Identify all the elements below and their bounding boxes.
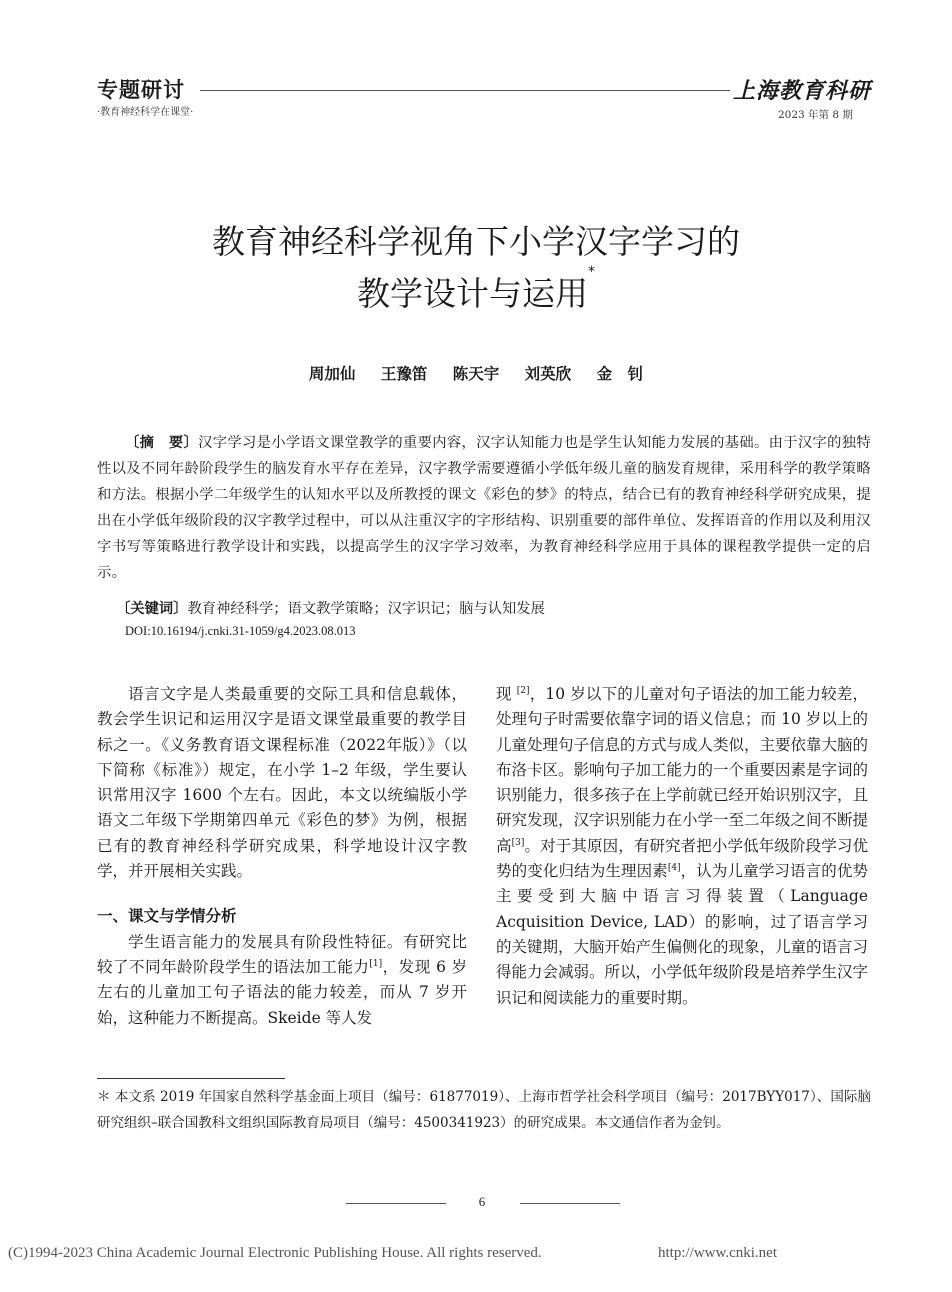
- copyright-text: (C)1994-2023 China Academic Journal Electronic Publishing House. All rights reserved.: [8, 1245, 542, 1261]
- body-text: ，发现 6 岁左右的儿童加工句子语法的能力较差，而从 7 岁开始，这种能力不断提高。Skeide 等人发: [97, 957, 467, 1027]
- article-title-line-1: 教育神经科学视角下小学汉字学习的: [212, 222, 740, 261]
- citation-ref: [3]: [511, 837, 525, 848]
- keywords-text: 教育神经科学；语文教学策略；汉字识记；脑与认知发展: [187, 601, 545, 617]
- body-text: 学生语言能力的发展具有阶段性特征。有研究比较了不同年龄阶段学生的语法加工能力: [97, 932, 467, 976]
- article-title-text: 教学设计与运用: [357, 274, 588, 313]
- abstract-text: 汉字学习是小学语文课堂教学的重要内容，汉字认知能力也是学生认知能力发展的基础。由于汉字的独特性以及不同年龄阶段学生的脑发育水平存在差异，汉字教学需要遵循小学低年级儿童的脑发育规律，采用科学的教学策略和方法。根据小学二年级学生的认知水平以及所教授的课文《彩色的梦》的特点，结合已有的教育神经科学研究成果，提出在小学低年级阶段的汉字教学过程中，可以从注重汉字的字形结构、识别重要的部件单位、发挥语音的作用以及利用汉字书写等策略进行教学设计和实践，以提高学生的汉字学习效率，为教育神经科学应用于具体的课程教学提供一定的启示。: [97, 435, 872, 581]
- keywords-label: 〔关键词〕: [116, 601, 188, 617]
- author: 金 钊: [596, 365, 644, 383]
- body-paragraph: [97, 930, 467, 1031]
- citation-ref: [1]: [369, 958, 383, 969]
- body-paragraph: 语言文字是人类最重要的交际工具和信息载体，教会学生识记和运用汉字是语文课堂最重要的教学目标之一。《义务教育语文课程标准（2022年版）》（以下简称《标准》）规定，在小学 1–2 年级，学生要认识常用汉字 1600 个左右。因此，本文以统编版小学语文二年级下学期第四单元《彩色的梦》为例，根据已有的教育神经科学研究成果，科学地设计汉字教学，并开展相关实践。: [97, 685, 467, 881]
- section-label: 专题研讨: [97, 78, 185, 102]
- abstract: [97, 430, 871, 586]
- journal-name: 上海教育科研: [733, 78, 872, 104]
- keywords: [116, 597, 876, 621]
- body-text: ，认为儿童学习语言的优势主要受到大脑中语言习得装置（Language Acquisition Device, LAD）的影响，过了语言学习的关键期，大脑开始产生偏侧化的现象，儿童的语言习得能力会减弱。所以，小学低年级阶段是培养学生汉字识记和阅读能力的重要时期。: [496, 862, 869, 1007]
- author: 王豫笛: [380, 365, 428, 383]
- article-title-line-2: [0, 264, 952, 315]
- author: 陈天宇: [452, 365, 500, 383]
- abstract-label: 〔摘 要〕: [125, 435, 199, 451]
- footnote-rule: [97, 1078, 285, 1079]
- author-list: [0, 362, 952, 384]
- page-number: 6: [478, 1194, 486, 1209]
- section-subtitle: ·教育神经科学在课堂·: [97, 107, 194, 118]
- body-text: 。对于其原因，有研究者把小学低年级阶段学习优势的变化归结为生理因素: [496, 836, 868, 881]
- author: 刘英欣: [524, 365, 572, 383]
- author: 周加仙: [308, 365, 356, 383]
- doi: DOI:10.16194/j.cnki.31-1059/g4.2023.08.013: [125, 624, 356, 638]
- body-text: ，10 岁以下的儿童对句子语法的加工能力较差，处理句子时需要依靠字词的语义信息；而 10 岁以上的儿童处理句子信息的方式与成人类似，主要依靠大脑的布洛卡区。影响句子加工能力的一个重要因素是字词的识别能力，很多孩子在上学前就已经开始识别汉字，且研究发现，汉字识别能力在小学一至二年级之间不断提高: [496, 685, 869, 855]
- header-rule: [200, 90, 730, 91]
- right-column: [496, 682, 868, 1011]
- title-asterisk: *: [588, 264, 595, 280]
- left-column: [97, 682, 467, 1031]
- citation-ref: [2]: [516, 685, 530, 696]
- citation-ref: [4]: [667, 862, 681, 873]
- footnote: ＊ 本文系 2019 年国家自然科学基金面上项目（编号：61877019）、上海市哲学社会科学项目（编号：2017BYY017）、国际脑研究组织–联合国教科文组织国际教育局项目（编号：4500341923）的研究成果。本文通信作者为金钊。: [97, 1089, 871, 1131]
- copyright-link[interactable]: http://www.cnki.net: [658, 1245, 778, 1261]
- page-number-rule-right: [520, 1203, 620, 1204]
- section-heading: 一、课文与学情分析: [97, 907, 237, 926]
- page-number-rule-left: [346, 1203, 446, 1204]
- body-paragraph: [496, 682, 868, 1011]
- body-text: 现: [496, 685, 517, 703]
- issue-label: 2023 年第 8 期: [778, 109, 853, 121]
